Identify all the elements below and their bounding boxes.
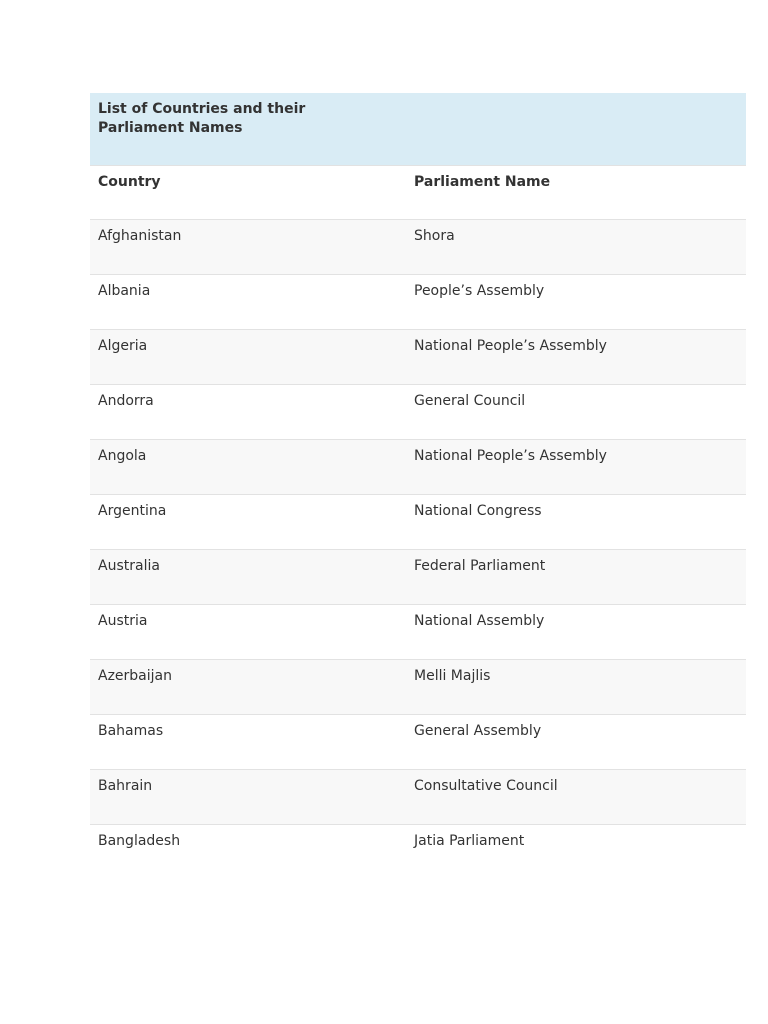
country-cell: Bahamas: [98, 723, 164, 739]
table-row: [90, 660, 746, 715]
country-cell: Bangladesh: [98, 833, 181, 849]
table-row: [90, 275, 746, 330]
country-cell: Argentina: [98, 503, 167, 519]
table-title: List of Countries and their Parliament Names: [98, 101, 306, 136]
parliament-cell: People’s Assembly: [414, 283, 545, 299]
parliament-cell: Consultative Council: [414, 778, 558, 794]
parliament-cell: General Council: [414, 393, 526, 409]
table-row: [90, 550, 746, 605]
table-row: [90, 715, 746, 770]
parliament-table: [90, 93, 746, 880]
parliament-cell: National Assembly: [414, 613, 545, 629]
table-row: [90, 495, 746, 550]
country-cell: Andorra: [98, 393, 154, 409]
parliament-cell: National People’s Assembly: [414, 448, 607, 464]
parliament-cell: Melli Majlis: [414, 668, 491, 684]
table-row: [90, 385, 746, 440]
header-parliament-name: Parliament Name: [414, 174, 551, 190]
country-cell: Algeria: [98, 338, 148, 354]
table-header-row: [90, 166, 746, 220]
parliament-cell: Jatia Parliament: [414, 833, 525, 849]
parliament-cell: Federal Parliament: [414, 558, 546, 574]
parliament-cell: Shora: [414, 228, 455, 244]
country-cell: Afghanistan: [98, 228, 182, 244]
country-cell: Angola: [98, 448, 147, 464]
country-cell: Austria: [98, 613, 148, 629]
parliament-cell: National People’s Assembly: [414, 338, 607, 354]
table-row: [90, 330, 746, 385]
country-cell: Azerbaijan: [98, 668, 172, 684]
table-row: [90, 440, 746, 495]
table-row: [90, 220, 746, 275]
table-row: [90, 825, 746, 880]
table-row: [90, 605, 746, 660]
table-row: [90, 770, 746, 825]
country-cell: Bahrain: [98, 778, 153, 794]
parliament-cell: National Congress: [414, 503, 542, 519]
header-country: Country: [98, 174, 161, 190]
country-cell: Albania: [98, 283, 151, 299]
table-title-bar: [90, 93, 746, 166]
parliament-cell: General Assembly: [414, 723, 542, 739]
country-cell: Australia: [98, 558, 160, 574]
